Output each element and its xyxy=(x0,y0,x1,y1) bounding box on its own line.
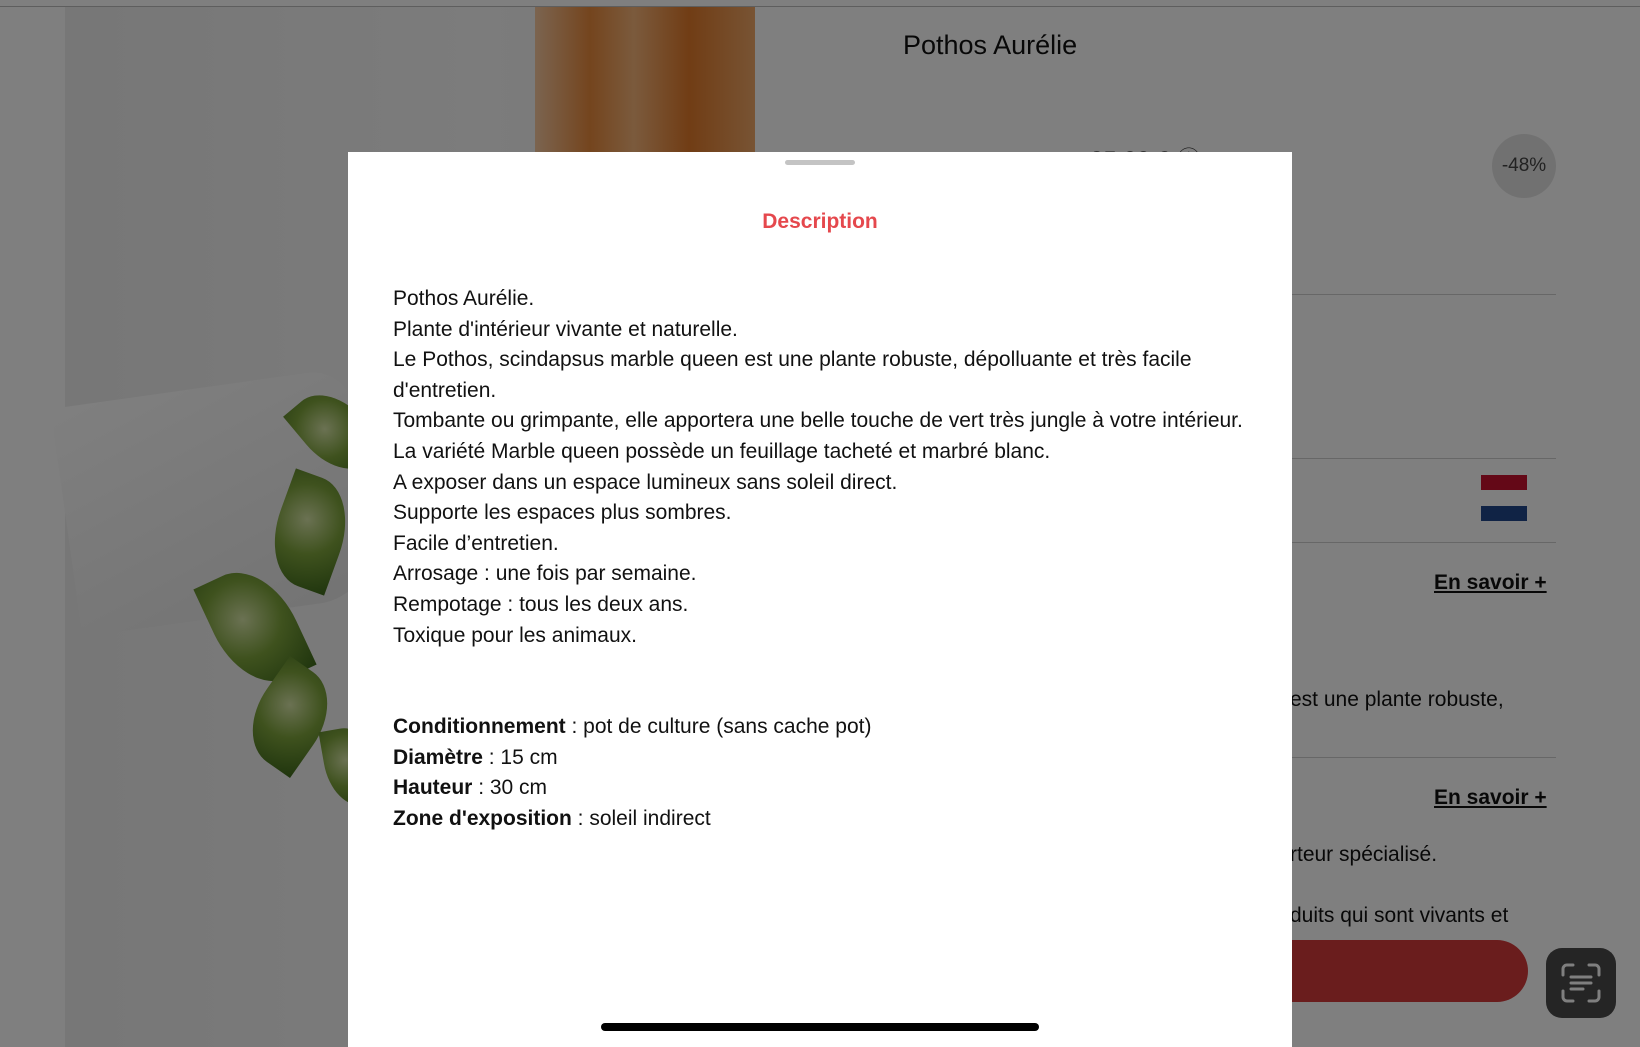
description-line: La variété Marble queen possède un feuillage tacheté et marbré blanc. xyxy=(393,439,1051,463)
spec-row-conditionnement xyxy=(393,712,1253,743)
spec-row-zone-exposition xyxy=(393,804,1253,835)
spec-row-diametre xyxy=(393,743,1253,774)
spec-label: Hauteur xyxy=(393,776,473,800)
description-line: Supporte les espaces plus sombres. xyxy=(393,501,732,525)
description-line: Rempotage : tous les deux ans. xyxy=(393,592,689,616)
spec-value: : soleil indirect xyxy=(571,806,711,830)
spec-list xyxy=(393,712,1253,834)
spec-value: : 15 cm xyxy=(482,745,558,769)
home-indicator[interactable] xyxy=(601,1023,1039,1031)
description-line: Le Pothos, scindapsus marble queen est une plante robuste, dépolluante et très facile d'entretien. xyxy=(393,348,1192,402)
description-line: Arrosage : une fois par semaine. xyxy=(393,562,697,586)
description-line: Facile d’entretien. xyxy=(393,531,559,555)
description-line: Toxique pour les animaux. xyxy=(393,623,637,647)
description-line: Pothos Aurélie. xyxy=(393,287,535,310)
description-text xyxy=(393,284,1253,651)
spec-value: : 30 cm xyxy=(472,776,548,800)
description-line: A exposer dans un espace lumineux sans soleil direct. xyxy=(393,470,898,494)
description-line: Tombante ou grimpante, elle apportera une belle touche de vert très jungle à votre intérieur. xyxy=(393,409,1243,433)
spec-label: Diamètre xyxy=(393,745,483,769)
spec-row-hauteur xyxy=(393,773,1253,804)
spec-label: Zone d'exposition xyxy=(393,806,572,830)
spec-label: Conditionnement xyxy=(393,715,566,738)
description-line: Plante d'intérieur vivante et naturelle. xyxy=(393,317,738,341)
description-sheet xyxy=(348,152,1292,1047)
spec-value: : pot de culture (sans cache pot) xyxy=(565,715,872,738)
sheet-title: Description xyxy=(762,210,878,233)
sheet-grabber[interactable] xyxy=(785,160,855,165)
